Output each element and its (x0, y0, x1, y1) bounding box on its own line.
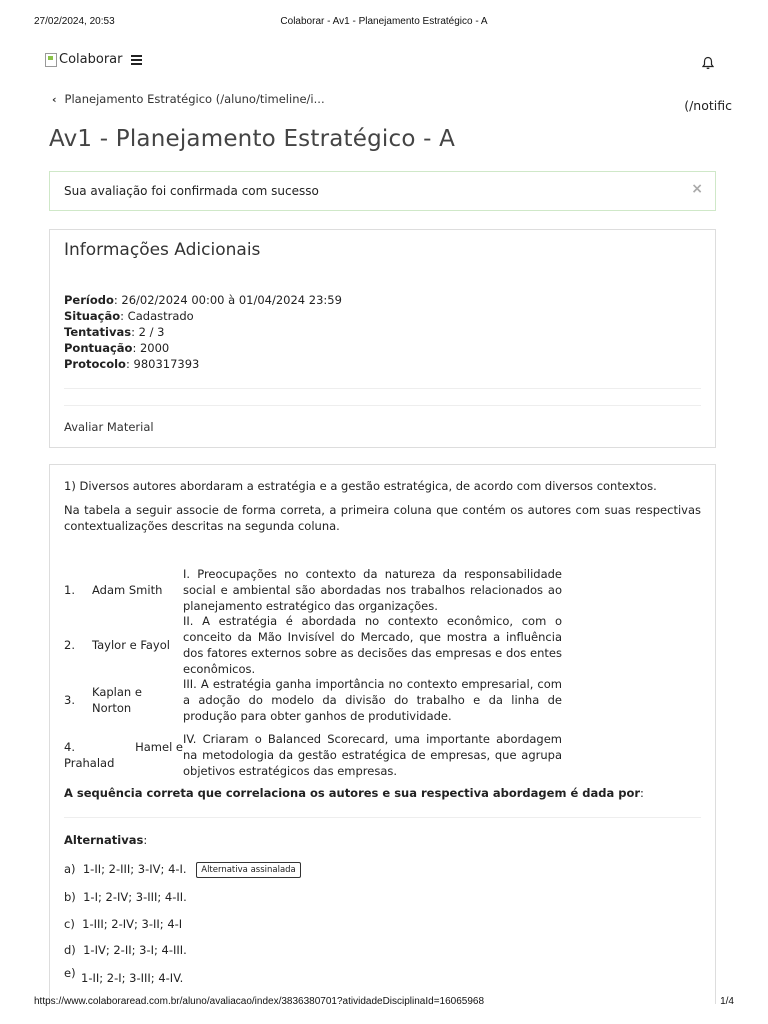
info-panel (49, 229, 716, 448)
info-fields (64, 292, 342, 372)
row-number: 1. (64, 583, 75, 597)
success-alert (49, 171, 716, 211)
row-number: 2. (64, 638, 75, 652)
row-description: IV. Criaram o Balanced Scorecard, uma importante abordagem na metodologia da gestão estratégica de empresas, que agrupa objetivos estratégicos das empresas. (183, 732, 562, 778)
row-description: II. A estratégia é abordada no contexto econômico, com o conceito da Mão Invisível do Mercado, que mostra a influência dos fatores externos sobre as decisões das empresas e dos entes econômicos. (183, 614, 562, 676)
table-row (64, 728, 564, 782)
alternative-e[interactable]: e) 1-II; 2-I; 3-III; 4-IV. (64, 966, 184, 985)
breadcrumb-link[interactable]: Planejamento Estratégico (/aluno/timeline/i... (64, 92, 325, 106)
logo-alt-text: Colaborar (59, 52, 123, 67)
association-table (64, 563, 564, 782)
chevron-left-icon: ‹ (52, 92, 57, 106)
page-title: Av1 - Planejamento Estratégico - A (49, 126, 456, 152)
info-field-periodo: Período: 26/02/2024 00:00 à 01/04/2024 23:59 (64, 293, 342, 307)
row-number: 4. (64, 740, 75, 754)
close-icon[interactable]: × (691, 181, 703, 197)
divider (64, 405, 701, 406)
alternative-a[interactable]: a) 1-II; 2-III; 3-IV; 4-I. Alternativa assinalada (64, 861, 301, 878)
row-number: 3. (64, 693, 75, 707)
print-header (34, 16, 734, 30)
logo[interactable] (45, 52, 122, 67)
table-row (64, 563, 564, 617)
table-row (64, 614, 564, 676)
alternatives-heading: Alternativas: (64, 833, 148, 847)
print-title: Colaborar - Av1 - Planejamento Estratégico - A (280, 16, 488, 27)
row-description: I. Preocupações no contexto da natureza da responsabilidade social e ambiental são abordadas nos trabalhos relacionados ao planejamento estratégico das organizações. (183, 567, 562, 613)
divider (64, 817, 701, 818)
alert-message: Sua avaliação foi confirmada com sucesso (64, 184, 319, 198)
alternative-d[interactable]: d) 1-IV; 2-II; 3-I; 4-III. (64, 943, 187, 957)
row-author: Prahalad (64, 756, 115, 770)
selected-badge: Alternativa assinalada (196, 862, 301, 878)
row-description: III. A estratégia ganha importância no contexto empresarial, com a adoção do modelo da divisão do trabalho e da linha de produção para obter ganhos de produtividade. (183, 677, 562, 723)
info-field-protocolo: Protocolo: 980317393 (64, 357, 200, 371)
question-prompt: A sequência correta que correlaciona os autores e sua respectiva abordagem é dada por: (64, 786, 644, 800)
row-author: Taylor e Fayol (92, 638, 170, 652)
avaliar-material-link[interactable]: Avaliar Material (64, 420, 154, 434)
print-url: https://www.colaboraread.com.br/aluno/avaliacao/index/3836380701?atividadeDisciplinaId=16065968 (34, 996, 485, 1007)
question-panel (49, 464, 716, 1004)
row-author-cell (64, 739, 183, 771)
broken-image-icon (45, 53, 57, 67)
print-footer (34, 996, 734, 1010)
row-author: Kaplan e Norton (92, 685, 142, 715)
info-field-pontuacao: Pontuação: 2000 (64, 341, 170, 355)
info-panel-title: Informações Adicionais (64, 240, 261, 260)
bell-icon[interactable] (702, 56, 714, 70)
alternative-b[interactable]: b) 1-I; 2-IV; 3-III; 4-II. (64, 890, 187, 904)
table-row (64, 673, 564, 727)
print-date: 27/02/2024, 20:53 (34, 16, 115, 27)
notification-link[interactable]: (/notific (684, 98, 732, 113)
row-author: Hamel e (135, 740, 183, 754)
print-page-number: 1/4 (720, 996, 734, 1007)
info-field-tentativas: Tentativas: 2 / 3 (64, 325, 165, 339)
row-author: Adam Smith (92, 583, 163, 597)
question-text: Na tabela a seguir associe de forma correta, a primeira coluna que contém os autores com suas respectivas contextualizações descritas na segunda coluna. (64, 503, 701, 533)
navbar (45, 50, 734, 74)
question-title: 1) Diversos autores abordaram a estratégia e a gestão estratégica, de acordo com diversos contextos. (64, 479, 657, 493)
alternative-c[interactable]: c) 1-III; 2-IV; 3-II; 4-I (64, 917, 183, 931)
info-field-situacao: Situação: Cadastrado (64, 309, 194, 323)
breadcrumb[interactable] (52, 92, 325, 106)
divider (64, 388, 701, 389)
hamburger-icon[interactable] (131, 55, 142, 67)
